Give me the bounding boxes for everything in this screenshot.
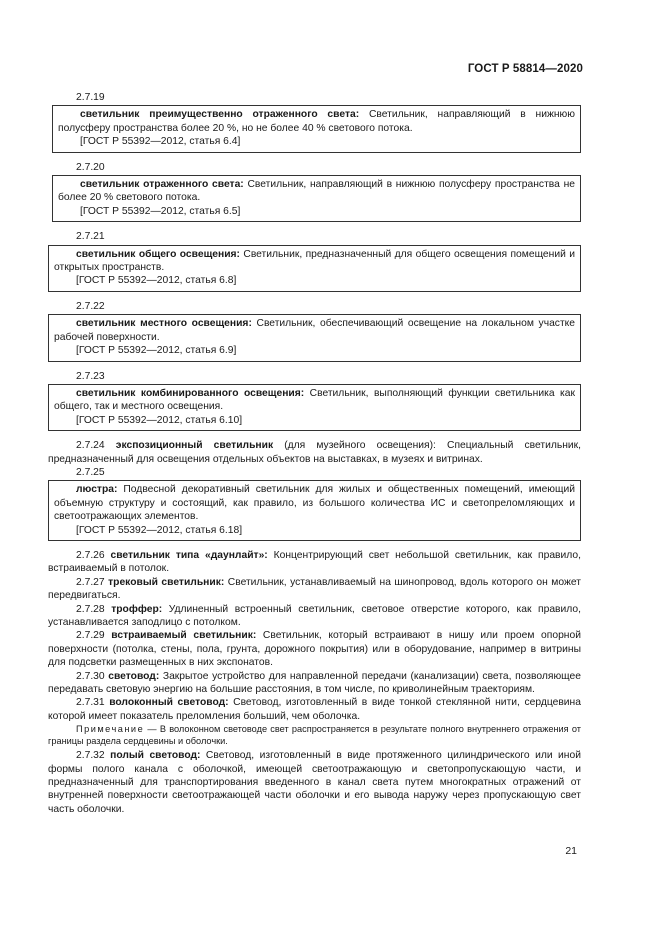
term-definition — [54, 317, 575, 344]
term-name: световод: — [108, 670, 160, 682]
term-source: [ГОСТ Р 55392—2012, статья 6.5] — [80, 205, 241, 217]
term-definition — [58, 178, 575, 205]
term-source: [ГОСТ Р 55392—2012, статья 6.4] — [80, 136, 241, 148]
term-name: экспозиционный светильник — [115, 440, 274, 452]
term-number: 2.7.20 — [76, 161, 105, 173]
definition-text: Подвесной декоративный светильник для жилых и общественных помещений, имеющий объемную структуру и состоящий, как правило, из большого количества ИС и светопреломляющих и светоотражающих элементов. — [54, 484, 575, 523]
term-name: волоконный световод: — [109, 697, 229, 709]
term-number: 2.7.31 — [76, 697, 105, 709]
term-number: 2.7.21 — [76, 231, 105, 243]
term-paragraph-2-7-26 — [48, 549, 581, 576]
term-paragraph-2-7-29 — [48, 629, 581, 669]
term-definition — [58, 108, 575, 135]
term-source: [ГОСТ Р 55392—2012, статья 6.9] — [76, 345, 237, 357]
note-paragraph — [48, 723, 581, 747]
term-name: троффер: — [111, 603, 163, 615]
term-source: [ГОСТ Р 55392—2012, статья 6.8] — [76, 275, 237, 287]
definition-text: (для музейного освещения): Специальный светильник, предназначенный для освещения отдельных объектов на выставках, в музеях и витринах. — [48, 440, 581, 465]
term-paragraph-2-7-30 — [48, 670, 581, 697]
term-name: светильник комбинированного освещения: — [76, 387, 305, 399]
term-box-2-7-21 — [48, 245, 581, 292]
term-name: светильник преимущественно отраженного света: — [80, 109, 360, 121]
term-name: светильник местного освещения: — [76, 318, 252, 330]
definition-text: Концентрирующий свет небольшой светильник, как правило, встраиваемый в потолок. — [48, 549, 581, 575]
definition-text: Светильник, который встраивают в нишу или проем опорной поверхности (потолка, стены, пола, грунта, дорожного покрытия) или в оборудование, например в витрины для подсветки размещенных в них экспонатов. — [48, 630, 581, 669]
definition-text: Светильник, обеспечивающий освещение на локальном участке рабочей поверхности. — [54, 318, 576, 343]
definition-text: Светильник, предназначенный для общего освещения помещений и открытых пространств. — [54, 248, 575, 274]
definition-text: Светильник, направляющий в нижнюю полусферу пространства более 20 %, но не более 40 % светового потока. — [58, 109, 575, 134]
term-number: 2.7.23 — [76, 370, 105, 382]
page-header-standard: ГОСТ Р 58814—2020 — [467, 63, 583, 75]
term-paragraph-2-7-24 — [48, 439, 581, 466]
definition-text: Светильник, выполняющий функции светильника как общего, так и местного освещения. — [54, 387, 575, 413]
term-source: [ГОСТ Р 55392—2012, статья 6.18] — [76, 524, 243, 536]
term-number: 2.7.32 — [76, 750, 105, 762]
term-number: 2.7.24 — [76, 440, 105, 452]
document-body — [48, 91, 581, 816]
term-paragraph-2-7-31 — [48, 696, 581, 723]
term-definition — [54, 387, 575, 414]
term-box-2-7-25 — [48, 480, 581, 541]
term-number: 2.7.27 — [76, 576, 105, 588]
definition-text: Удлиненный встроенный светильник, световое отверстие которого, как правило, устанавливается заподлицо с потолком. — [48, 603, 581, 628]
term-box-2-7-19 — [52, 105, 581, 152]
definition-text: Светильник, устанавливаемый на шинопровод, вдоль которого он может передвигаться. — [48, 576, 581, 602]
definition-text: Световод, изготовленный в виде протяженного цилиндрического или иной формы полого канала с оболочкой, имеющей светоотражающую и светопропускающую части, и предназначенный для транспортирования введенного в канал света путем многократных отражений от внутренней поверхности светоотражающей части оболочки и его вывода наружу через пропускающую свет часть оболочки. — [48, 750, 581, 815]
page-number: 21 — [565, 845, 577, 857]
term-definition — [54, 248, 575, 275]
term-paragraph-2-7-32 — [48, 749, 581, 816]
term-name: люстра: — [76, 484, 118, 496]
term-number: 2.7.28 — [76, 603, 105, 615]
term-name: встраиваемый светильник: — [111, 630, 257, 642]
term-number: 2.7.29 — [76, 630, 105, 642]
definition-text: Закрытое устройство для направленной передачи (канализации) света, позволяющее передавать световую энергию на большие расстояния, в том числе, по криволинейным траекториям. — [48, 670, 581, 696]
term-number: 2.7.22 — [76, 300, 105, 312]
definition-text: Светильник, направляющий в нижнюю полусферу пространства не более 20 % светового потока. — [58, 179, 575, 204]
term-source: [ГОСТ Р 55392—2012, статья 6.10] — [76, 414, 243, 426]
term-number: 2.7.26 — [76, 549, 105, 561]
term-paragraph-2-7-27 — [48, 576, 581, 603]
note-label: Примечание — [76, 724, 145, 735]
term-name: полый световод: — [110, 750, 201, 762]
definition-text: Световод, изготовленный в виде тонкой стеклянной нити, сердцевина которой имеет показатель преломления больший, чем оболочка. — [48, 697, 581, 722]
note-text: — В волоконном световоде свет распространяется в результате полного внутреннего отражения от границы раздела сердцевины и оболочки. — [48, 724, 581, 747]
term-name: трековый светильник: — [108, 576, 225, 588]
term-paragraph-2-7-28 — [48, 603, 581, 630]
term-name: светильник типа «даунлайт»: — [110, 549, 268, 561]
term-number: 2.7.30 — [76, 670, 105, 682]
term-name: светильник отраженного света: — [80, 179, 244, 191]
term-number: 2.7.25 — [76, 466, 105, 478]
term-box-2-7-22 — [48, 314, 581, 361]
term-box-2-7-23 — [48, 384, 581, 431]
term-definition — [54, 483, 575, 523]
term-box-2-7-20 — [52, 175, 581, 222]
term-number: 2.7.19 — [76, 92, 105, 103]
term-name: светильник общего освещения: — [76, 248, 240, 260]
